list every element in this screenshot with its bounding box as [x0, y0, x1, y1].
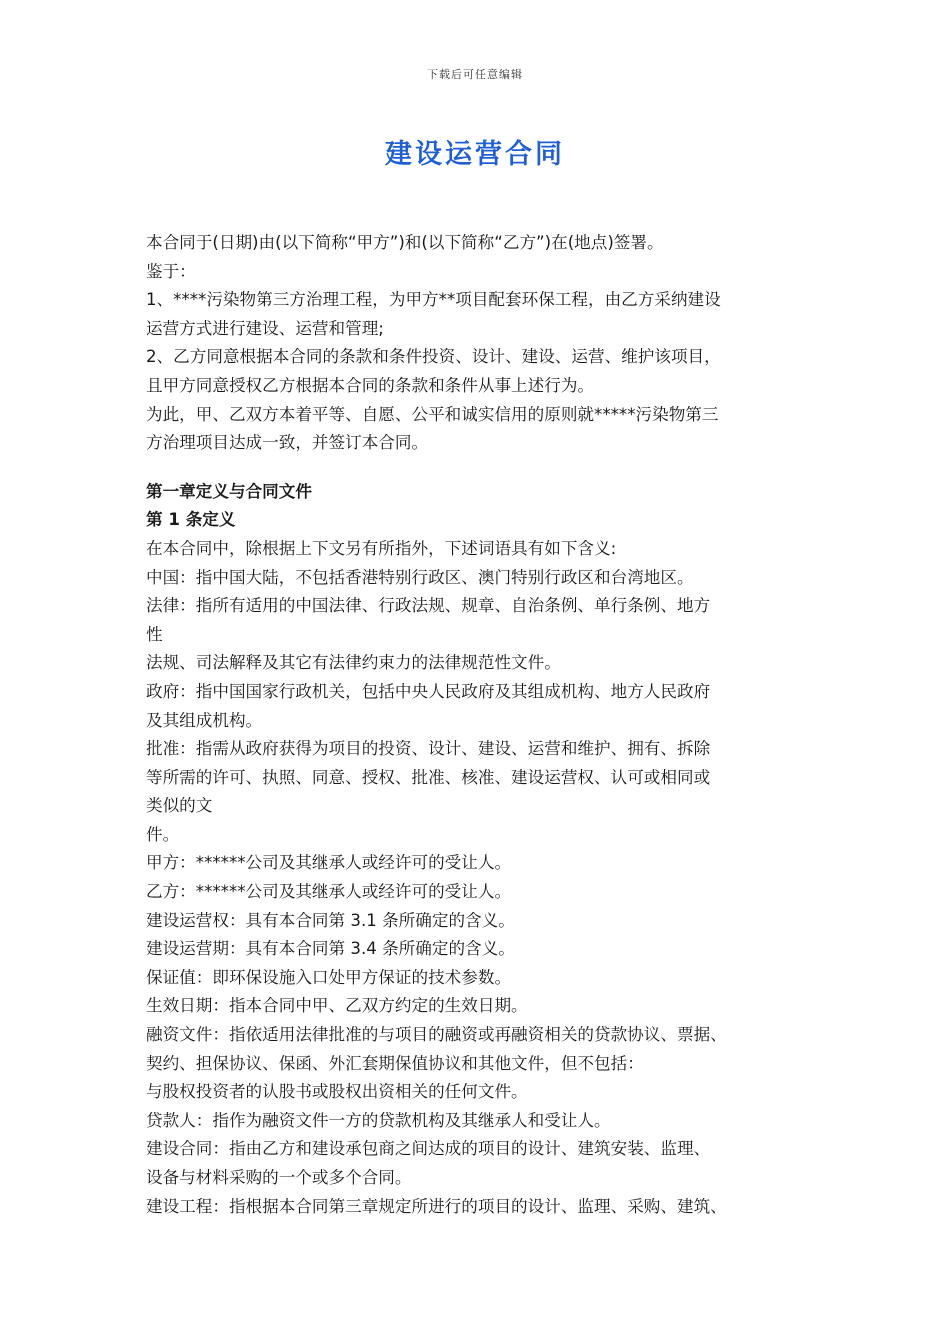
definition-line: 等所需的许可、执照、同意、授权、批准、核准、建设运营权、认可或相同或	[146, 767, 711, 787]
header-note: 下载后可任意编辑	[427, 68, 523, 81]
definition-line: 生效日期：指本合同中甲、乙双方约定的生效日期。	[146, 996, 528, 1016]
intro-line: 本合同于(日期)由(以下简称“甲方”)和(以下简称“乙方”)在(地点)签署。	[146, 233, 664, 252]
definitions-section	[146, 535, 811, 1221]
definition-line: 类似的文	[146, 796, 213, 816]
definition-line: 性	[146, 624, 163, 644]
definition-line: 及其组成机构。	[146, 710, 263, 730]
definition-line: 件。	[146, 824, 180, 844]
intro-line: 鉴于：	[146, 261, 196, 281]
document-body	[146, 229, 811, 1221]
chapter-heading: 第一章定义与合同文件	[146, 481, 312, 501]
definition-line: 与股权投资者的认股书或股权出资相关的任何文件。	[146, 1082, 528, 1102]
article-heading: 第 1 条定义	[146, 510, 236, 530]
definition-line: 批准：指需从政府获得为项目的投资、设计、建设、运营和维护、拥有、拆除	[146, 739, 711, 759]
intro-section	[146, 229, 811, 458]
definition-line: 政府：指中国国家行政机关，包括中央人民政府及其组成机构、地方人民政府	[146, 681, 711, 701]
definition-line: 甲方：******公司及其继承人或经许可的受让人。	[146, 853, 512, 873]
definition-line: 法律：指所有适用的中国法律、行政法规、规章、自治条例、单行条例、地方	[146, 596, 711, 616]
definition-line: 法规、司法解释及其它有法律约束力的法律规范性文件。	[146, 653, 561, 673]
definition-line: 在本合同中，除根据上下文另有所指外，下述词语具有如下含义:	[146, 538, 617, 558]
intro-line: 且甲方同意授权乙方根据本合同的条款和条件从事上述行为。	[146, 375, 595, 395]
definition-line: 融资文件：指依适用法律批准的与项目的融资或再融资相关的贷款协议、票据、	[146, 1025, 727, 1045]
definition-line: 建设工程：指根据本合同第三章规定所进行的项目的设计、监理、采购、建筑、	[146, 1196, 727, 1216]
definition-line: 设备与材料采购的一个或多个合同。	[146, 1168, 412, 1187]
section-spacer	[146, 458, 811, 478]
definition-line: 乙方：******公司及其继承人或经许可的受让人。	[146, 882, 512, 902]
document-title: 建设运营合同	[385, 139, 565, 170]
intro-line: 方治理项目达成一致，并签订本合同。	[146, 433, 429, 453]
intro-line: 1、****污染物第三方治理工程，为甲方**项目配套环保工程，由乙方采纳建设	[146, 290, 721, 310]
intro-line: 运营方式进行建设、运营和管理;	[146, 318, 384, 338]
definition-line: 建设合同：指由乙方和建设承包商之间达成的项目的设计、建筑安装、监理、	[146, 1139, 711, 1159]
intro-line: 2、乙方同意根据本合同的条款和条件投资、设计、建设、运营、维护该项目，	[146, 347, 721, 367]
definition-line: 贷款人：指作为融资文件一方的贷款机构及其继承人和受让人。	[146, 1110, 611, 1130]
definition-line: 契约、担保协议、保函、外汇套期保值协议和其他文件，但不包括：	[146, 1053, 644, 1073]
definition-line: 中国：指中国大陆，不包括香港特别行政区、澳门特别行政区和台湾地区。	[146, 567, 694, 587]
definition-line: 保证值：即环保设施入口处甲方保证的技术参数。	[146, 967, 512, 987]
definition-line: 建设运营期：具有本合同第 3.4 条所确定的含义。	[146, 939, 515, 959]
intro-line: 为此，甲、乙双方本着平等、自愿、公平和诚实信用的原则就*****污染物第三	[146, 404, 719, 424]
definition-line: 建设运营权：具有本合同第 3.1 条所确定的含义。	[146, 910, 515, 930]
